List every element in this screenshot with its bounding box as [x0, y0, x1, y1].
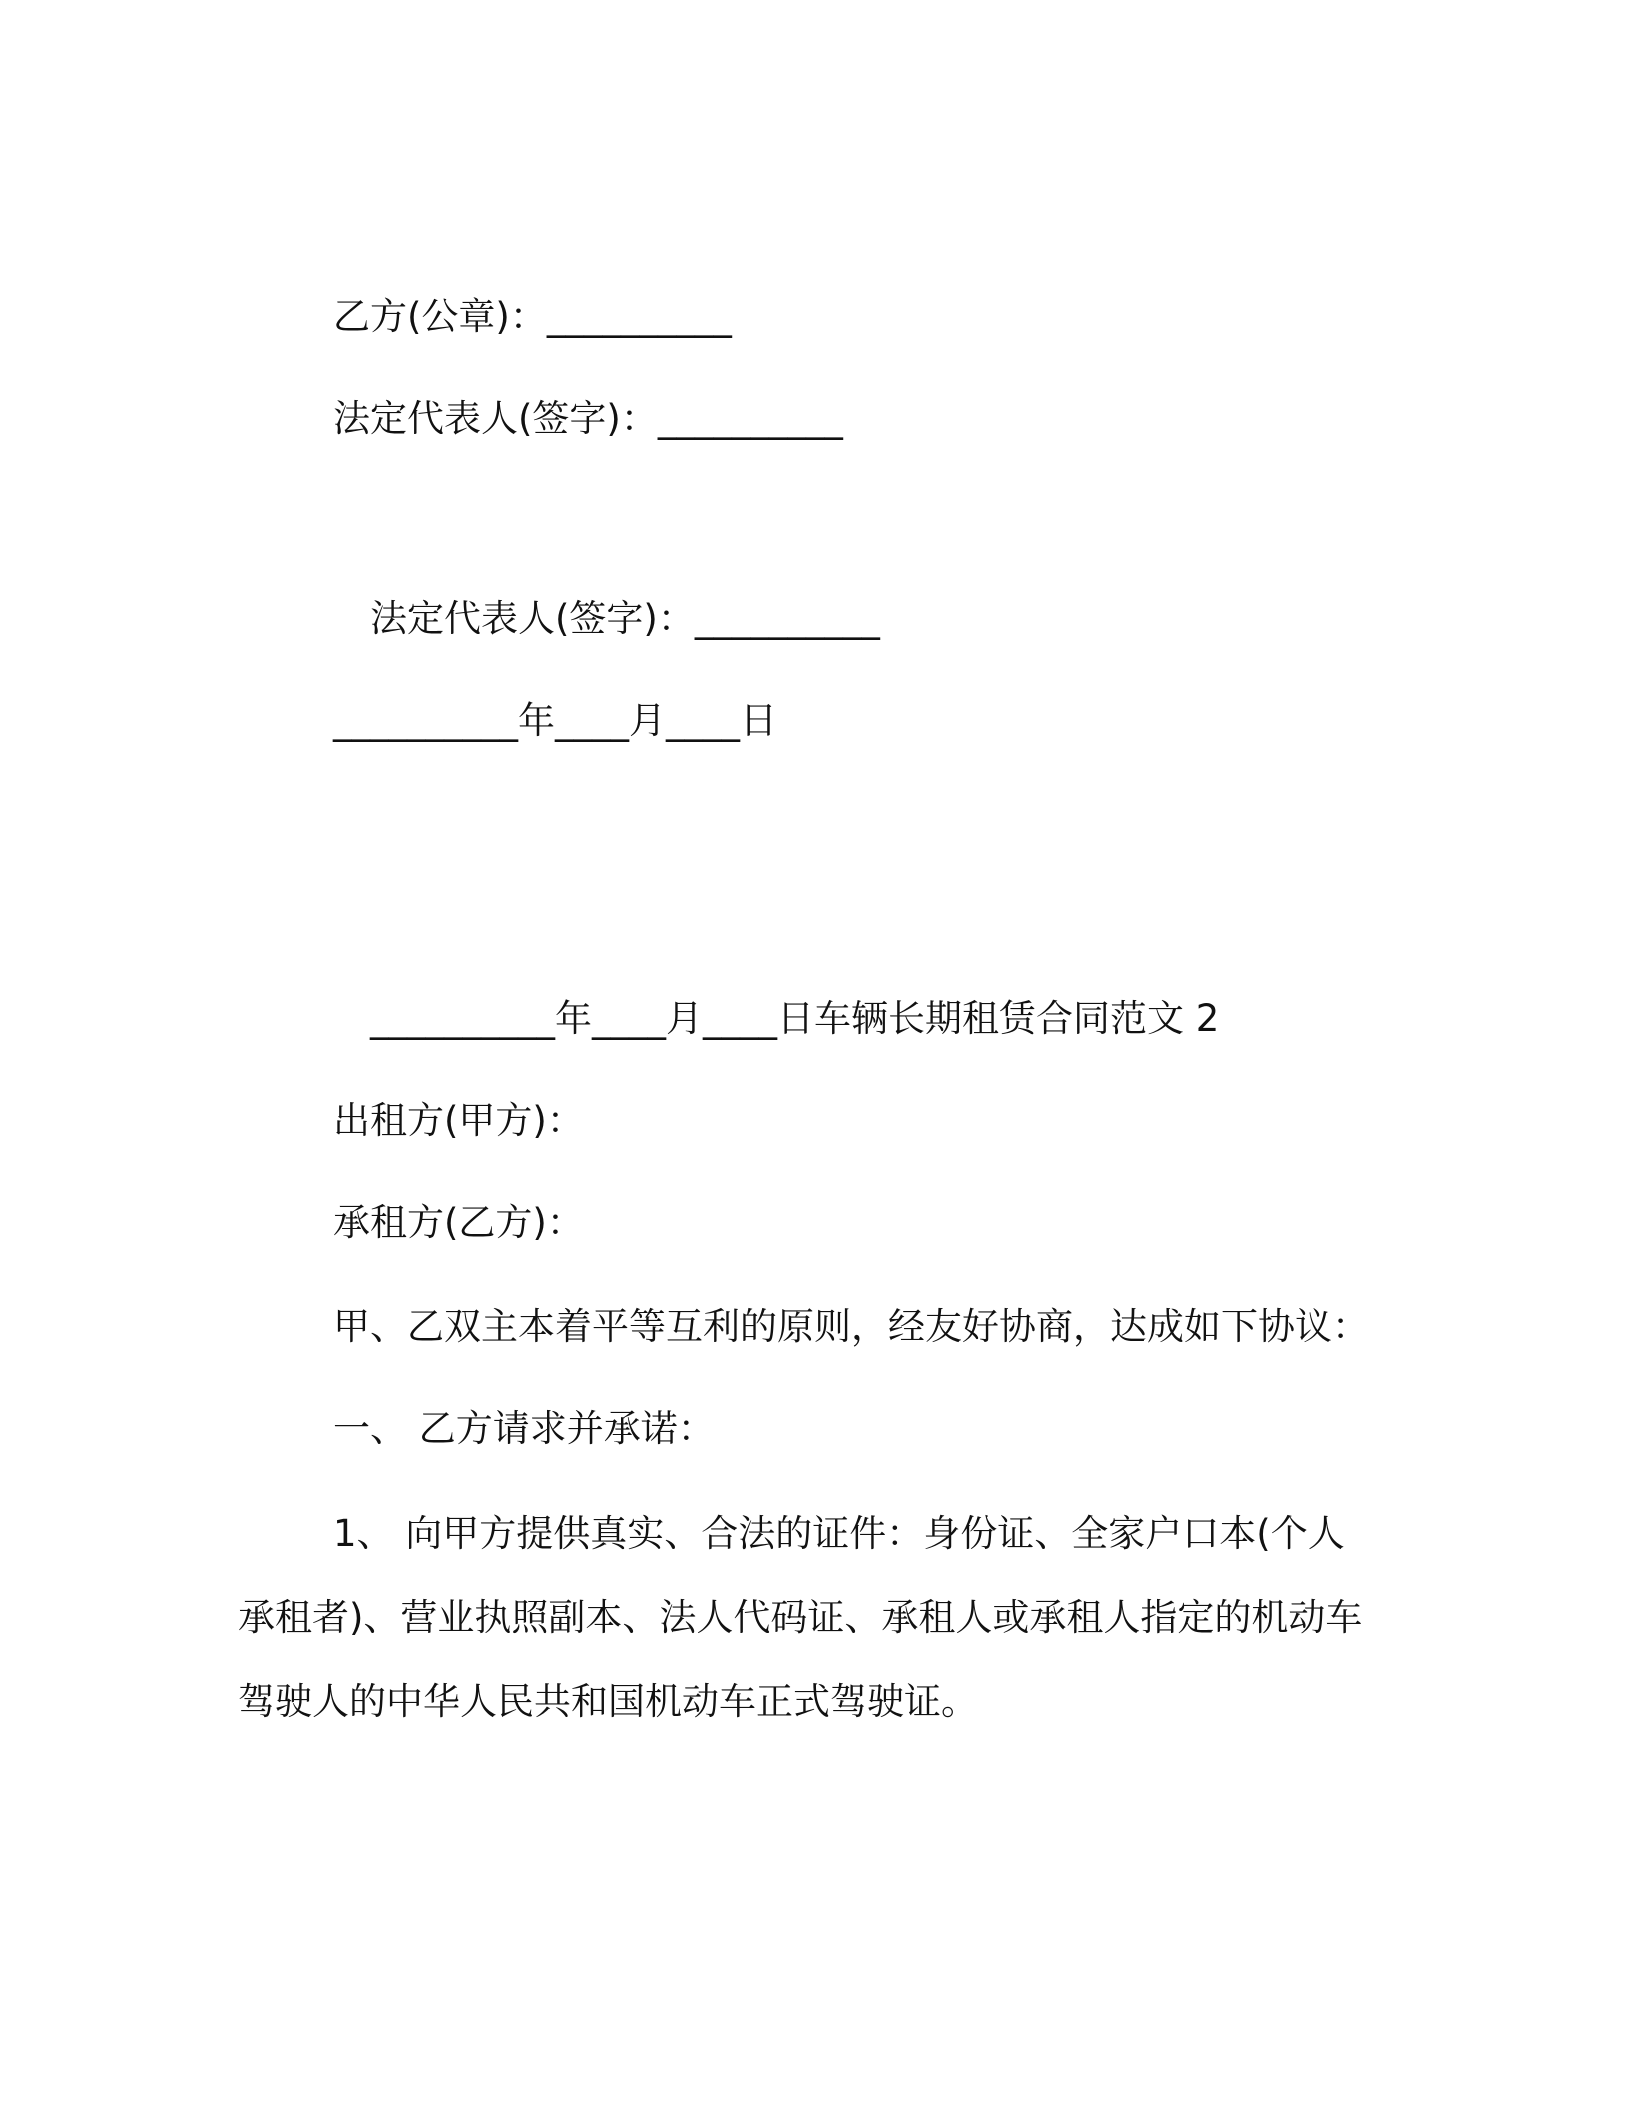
section-1-heading: 一、 乙方请求并承诺： — [333, 1407, 715, 1450]
legal-rep-signature-line: 法定代表人(签字)：__________ — [333, 397, 843, 440]
preamble-line: 甲、乙双主本着平等互利的原则，经友好协商，达成如下协议： — [333, 1305, 1369, 1348]
lessor-line: 出租方(甲方)： — [333, 1099, 584, 1142]
party-b-seal-line: 乙方(公章)：__________ — [333, 295, 732, 338]
legal-rep-signature-line-2: 法定代表人(签字)：__________ — [370, 597, 880, 640]
lessee-line: 承租方(乙方)： — [333, 1201, 584, 1244]
date-line: __________年____月____日 — [333, 699, 777, 742]
contract-title: __________年____月____日车辆长期租赁合同范文 2 — [370, 997, 1220, 1040]
clause-1-paragraph: 1、 向甲方提供真实、合法的证件：身份证、全家户口本(个人承租者)、营业执照副本、法人代码证、承租人或承租人指定的机动车驾驶人的中华人民共和国机动车正式驾驶证。 — [238, 1512, 1363, 1723]
